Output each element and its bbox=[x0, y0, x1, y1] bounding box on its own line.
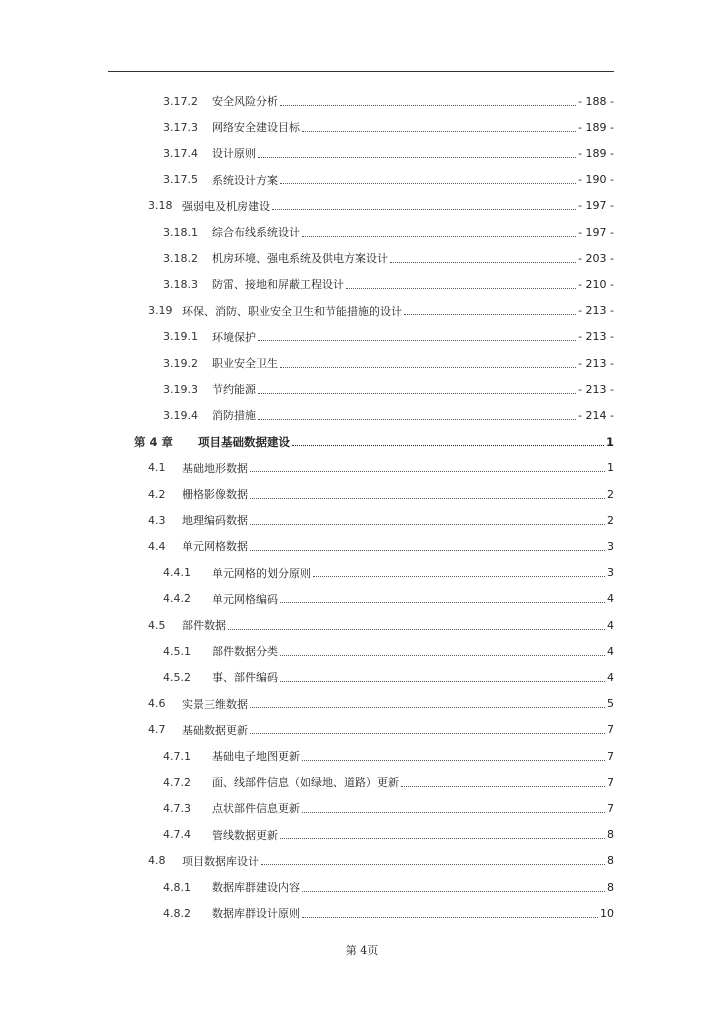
toc-dot-leader bbox=[302, 891, 605, 892]
toc-entry[interactable] bbox=[163, 769, 614, 795]
toc-entry-title: 环境保护 bbox=[212, 330, 256, 344]
toc-entry-number: 3.19.2 bbox=[163, 356, 198, 370]
toc-entry-page: 1 bbox=[605, 434, 614, 449]
toc-entry-number: 4.8.2 bbox=[163, 906, 191, 920]
toc-entry-number: 3.19.3 bbox=[163, 382, 198, 396]
toc-entry-number: 3.19 bbox=[148, 304, 173, 318]
toc-dot-leader bbox=[280, 681, 605, 682]
toc-entry-number: 3.17.4 bbox=[163, 146, 198, 160]
toc-dot-leader bbox=[250, 707, 605, 708]
toc-entry-page: - 213 - bbox=[578, 382, 614, 396]
toc-dot-leader bbox=[302, 760, 605, 761]
toc-entry-title: 点状部件信息更新 bbox=[212, 802, 300, 816]
toc-entry-title: 事、部件编码 bbox=[212, 671, 278, 685]
toc-dot-leader bbox=[250, 471, 605, 472]
toc-entry-title: 地理编码数据 bbox=[182, 514, 248, 528]
toc-entry-page: 5 bbox=[607, 697, 614, 711]
toc-entry-title: 单元网格的划分原则 bbox=[212, 566, 311, 580]
toc-entry-title: 节约能源 bbox=[212, 383, 256, 397]
toc-dot-leader bbox=[258, 340, 576, 341]
toc-entry-page: 8 bbox=[607, 880, 614, 894]
toc-entry-title: 栅格影像数据 bbox=[182, 488, 248, 501]
toc-entry[interactable] bbox=[163, 900, 614, 926]
toc-entry-number: 4.4 bbox=[148, 539, 166, 553]
toc-entry[interactable] bbox=[163, 114, 614, 140]
toc-entry[interactable] bbox=[148, 717, 614, 743]
toc-entry[interactable] bbox=[163, 271, 614, 297]
toc-entry-number: 4.5.2 bbox=[163, 670, 191, 684]
toc-dot-leader bbox=[404, 314, 576, 315]
toc-entry[interactable] bbox=[163, 402, 614, 428]
toc-entry-page: 4 bbox=[607, 592, 614, 606]
toc-entry-number: 4.7.1 bbox=[163, 749, 191, 763]
toc-entry-number: 4.7.4 bbox=[163, 828, 191, 842]
toc-entry-title: 基础地形数据 bbox=[182, 461, 248, 475]
toc-dot-leader bbox=[390, 262, 576, 263]
toc-entry-number: 3.18 bbox=[148, 199, 173, 213]
toc-entry[interactable] bbox=[163, 586, 614, 612]
toc-entry-title: 管线数据更新 bbox=[212, 828, 278, 842]
toc-entry-page: 2 bbox=[607, 513, 614, 527]
toc-entry[interactable] bbox=[148, 691, 614, 717]
toc-entry[interactable] bbox=[163, 822, 614, 848]
toc-entry-page: - 210 - bbox=[578, 277, 614, 291]
toc-entry-title: 综合布线系统设计 bbox=[212, 226, 300, 239]
toc-entry-page: - 213 - bbox=[578, 304, 614, 318]
toc-entry-title: 项目基础数据建设 bbox=[198, 434, 290, 449]
toc-entry-page: 3 bbox=[607, 539, 614, 553]
toc-dot-leader bbox=[250, 524, 605, 525]
toc-entry-title: 单元网格数据 bbox=[182, 540, 248, 554]
toc-entry[interactable] bbox=[163, 376, 614, 402]
toc-entry-title: 机房环境、强电系统及供电方案设计 bbox=[212, 252, 388, 266]
toc-entry[interactable] bbox=[163, 245, 614, 271]
toc-entry-page: - 190 - bbox=[578, 173, 614, 187]
toc-entry-number: 3.18.2 bbox=[163, 251, 198, 265]
toc-dot-leader bbox=[258, 419, 576, 420]
toc-dot-leader bbox=[258, 393, 576, 394]
toc-dot-leader bbox=[250, 498, 605, 499]
toc-entry-title: 单元网格编码 bbox=[212, 592, 278, 606]
toc-entry-number: 3.19.1 bbox=[163, 330, 198, 344]
toc-entry-page: 8 bbox=[607, 828, 614, 842]
toc-entry[interactable] bbox=[163, 350, 614, 376]
toc-entry-page: 3 bbox=[607, 566, 614, 580]
toc-entry-title: 系统设计方案 bbox=[212, 173, 278, 187]
toc-entry[interactable] bbox=[163, 219, 614, 245]
toc-entry-number: 4.5 bbox=[148, 618, 166, 632]
toc-entry-title: 部件数据 bbox=[182, 619, 226, 632]
toc-entry[interactable] bbox=[163, 324, 614, 350]
toc-entry-title: 消防措施 bbox=[212, 409, 256, 423]
toc-entry-number: 3.18.1 bbox=[163, 225, 198, 239]
toc-entry[interactable] bbox=[163, 88, 614, 114]
toc-entry-title: 数据库群建设内容 bbox=[212, 881, 300, 894]
header-rule bbox=[108, 71, 614, 72]
toc-entry-page: - 214 - bbox=[578, 408, 614, 422]
toc-dot-leader bbox=[261, 864, 605, 865]
toc-entry[interactable] bbox=[163, 638, 614, 664]
toc-entry-number: 3.18.3 bbox=[163, 277, 198, 291]
toc-dot-leader bbox=[250, 550, 605, 551]
toc-entry-page: 4 bbox=[607, 670, 614, 684]
toc-entry-page: 7 bbox=[607, 723, 614, 737]
toc-dot-leader bbox=[292, 445, 604, 446]
toc-entry[interactable] bbox=[148, 481, 614, 507]
toc-entry[interactable] bbox=[148, 612, 614, 638]
toc-entry[interactable] bbox=[148, 455, 614, 481]
toc-entry[interactable] bbox=[163, 664, 614, 690]
toc-entry-number: 4.4.1 bbox=[163, 566, 191, 580]
toc-dot-leader bbox=[302, 917, 598, 918]
toc-dot-leader bbox=[302, 236, 576, 237]
toc-dot-leader bbox=[228, 629, 605, 630]
toc-entry-page: 7 bbox=[607, 775, 614, 789]
page-footer: 第 4页 bbox=[345, 944, 379, 957]
toc-entry-title: 职业安全卫生 bbox=[212, 357, 278, 370]
toc-entry-title: 环保、消防、职业安全卫生和节能措施的设计 bbox=[182, 304, 402, 318]
toc-entry-number: 3.17.5 bbox=[163, 173, 198, 187]
toc-entry-title: 设计原则 bbox=[212, 147, 256, 161]
toc-entry-page: - 189 - bbox=[578, 146, 614, 160]
toc-entry-title: 基础数据更新 bbox=[182, 723, 248, 737]
toc-entry-number: 4.8.1 bbox=[163, 880, 191, 894]
toc-entry-page: 4 bbox=[607, 618, 614, 632]
toc-entry-number: 4.7.2 bbox=[163, 775, 191, 789]
toc-entry[interactable] bbox=[163, 140, 614, 166]
toc-dot-leader bbox=[280, 105, 576, 106]
toc-entry-page: - 189 - bbox=[578, 120, 614, 134]
toc-entry[interactable] bbox=[148, 848, 614, 874]
toc-entry-number: 3.17.2 bbox=[163, 94, 198, 108]
toc-entry-title: 数据库群设计原则 bbox=[212, 907, 300, 921]
toc-dot-leader bbox=[313, 576, 605, 577]
toc-dot-leader bbox=[346, 288, 576, 289]
toc-entry-number: 4.7 bbox=[148, 723, 166, 737]
toc-entry-title: 项目数据库设计 bbox=[182, 854, 259, 868]
toc-entry-page: - 197 - bbox=[578, 225, 614, 239]
toc-chapter-entry[interactable] bbox=[134, 429, 614, 455]
toc-entry-page: 10 bbox=[600, 906, 614, 920]
toc-entry[interactable] bbox=[163, 560, 614, 586]
toc-entry-title: 强弱电及机房建设 bbox=[182, 199, 270, 213]
toc-entry-page: 7 bbox=[607, 749, 614, 763]
toc-entry-number: 第 4 章 bbox=[134, 434, 174, 449]
toc-dot-leader bbox=[250, 733, 605, 734]
toc-entry-title: 基础电子地图更新 bbox=[212, 750, 300, 763]
toc-entry[interactable] bbox=[163, 874, 614, 900]
toc-entry-page: 4 bbox=[607, 644, 614, 658]
toc-dot-leader bbox=[280, 655, 605, 656]
toc-entry[interactable] bbox=[148, 533, 614, 559]
toc-entry-number: 4.8 bbox=[148, 854, 166, 868]
toc-entry[interactable] bbox=[163, 743, 614, 769]
toc-entry-page: - 197 - bbox=[578, 199, 614, 213]
toc-dot-leader bbox=[280, 367, 576, 368]
toc-entry-page: 1 bbox=[607, 461, 614, 475]
toc-entry-number: 4.3 bbox=[148, 513, 166, 527]
toc-entry-number: 3.17.3 bbox=[163, 120, 198, 134]
toc-dot-leader bbox=[272, 209, 576, 210]
toc-dot-leader bbox=[302, 131, 576, 132]
toc-entry[interactable] bbox=[148, 507, 614, 533]
toc-entry-page: 8 bbox=[607, 854, 614, 868]
toc-entry-page: - 188 - bbox=[578, 94, 614, 108]
toc-entry-title: 实景三维数据 bbox=[182, 697, 248, 711]
toc-entry-page: - 213 - bbox=[578, 356, 614, 370]
toc-dot-leader bbox=[401, 786, 605, 787]
toc-entry-title: 安全风险分析 bbox=[212, 95, 278, 108]
toc-entry-number: 4.5.1 bbox=[163, 644, 191, 658]
toc-entry-number: 4.7.3 bbox=[163, 801, 191, 815]
toc-entry-page: - 213 - bbox=[578, 330, 614, 344]
toc-dot-leader bbox=[280, 602, 605, 603]
toc-entry-page: 2 bbox=[607, 487, 614, 501]
toc-dot-leader bbox=[280, 838, 605, 839]
toc-entry-number: 4.4.2 bbox=[163, 592, 191, 606]
toc-entry[interactable] bbox=[163, 795, 614, 821]
toc-entry[interactable] bbox=[148, 298, 614, 324]
toc-dot-leader bbox=[258, 157, 576, 158]
toc-entry-number: 4.1 bbox=[148, 461, 166, 475]
toc-dot-leader bbox=[302, 812, 605, 813]
toc-entry-page: - 203 - bbox=[578, 251, 614, 265]
toc-entry-page: 7 bbox=[607, 801, 614, 815]
toc-entry[interactable] bbox=[148, 193, 614, 219]
toc-entry-number: 4.6 bbox=[148, 697, 166, 711]
toc-entry-title: 防雷、接地和屏蔽工程设计 bbox=[212, 278, 344, 292]
toc-entry[interactable] bbox=[163, 167, 614, 193]
toc-entry-title: 网络安全建设目标 bbox=[212, 121, 300, 135]
toc-entry-number: 3.19.4 bbox=[163, 408, 198, 422]
toc-entry-title: 面、线部件信息（如绿地、道路）更新 bbox=[212, 776, 399, 790]
toc-entry-number: 4.2 bbox=[148, 487, 166, 501]
toc-dot-leader bbox=[280, 183, 576, 184]
toc-entry-title: 部件数据分类 bbox=[212, 645, 278, 659]
